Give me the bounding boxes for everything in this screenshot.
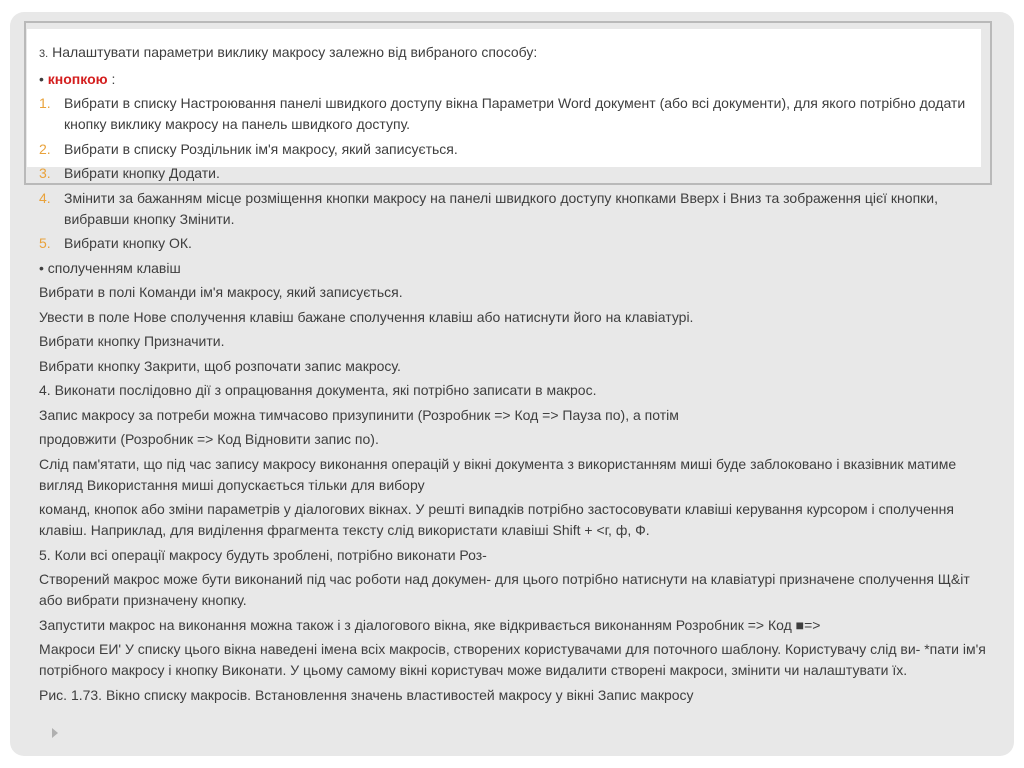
- bullet-button-method: [39, 69, 989, 90]
- paragraph: команд, кнопок або зміни параметрів у діалогових вікнах. У решті випадків потрібно застосовувати клавіші керування курсором і сполучення клавіш. Наприклад, для виділення фрагмента тексту слід використати клавіші Shift + <г, ф, Ф.: [39, 501, 954, 538]
- list-number: 3.: [39, 165, 51, 181]
- paragraph: 5. Коли всі операції макросу будуть зроблені, потрібно виконати Роз-: [39, 546, 487, 563]
- list-item: [39, 93, 989, 135]
- bullet-suffix: :: [107, 70, 116, 87]
- list-item: [39, 188, 989, 230]
- button-method-label: кнопкою: [47, 70, 108, 87]
- paragraph: Вибрати кнопку Закрити, щоб розпочати запис макросу.: [39, 357, 401, 374]
- list-item: [39, 233, 989, 254]
- list-number: 2.: [39, 140, 51, 157]
- paragraph: Слід пам'ятати, що під час запису макросу виконання операцій у вікні документа з використанням миші буде заблоковано і вказівник матиме вигляд Використання миші допускається тільки для вибору: [39, 455, 957, 493]
- paragraph: Вибрати кнопку Призначити.: [39, 333, 225, 349]
- paragraph: • сполученням клавіш: [39, 259, 181, 276]
- list-item-text: Вибрати кнопку Додати.: [64, 165, 220, 181]
- list-item-text: Вибрати в списку Настроювання панелі швидкого доступу вікна Параметри Word документ (або всі документи), для якого потрібно додати кнопку виклику макросу на панель швидкого доступу.: [64, 95, 966, 132]
- figure-caption: Рис. 1.73. Вікно списку макросів. Встановлення значень властивостей макросу у вікні Запис макросу: [39, 686, 694, 703]
- section-heading: [39, 42, 989, 65]
- paragraph: 4. Виконати послідовно дії з опрацювання документа, які потрібно записати в макрос.: [39, 382, 597, 398]
- list-number: 4.: [39, 189, 51, 206]
- section-number: 3.: [39, 48, 49, 60]
- list-item: [39, 139, 989, 160]
- paragraph: Запис макросу за потреби можна тимчасово призупинити (Розробник => Код => Пауза по), а потім: [39, 406, 679, 423]
- list-item-text: Вибрати в списку Роздільник ім'я макросу, який записується.: [64, 140, 458, 157]
- bullet-marker: •: [39, 70, 48, 87]
- paragraph: Макроси ЕИ' У списку цього вікна наведені імена всіх макросів, створених користувачами для поточного шаблону. Користувачу слід ви- *пати ім'я потрібного макросу і кнопку Виконати. У цьому самому вікні користувач може видалити створені макроси, змінити чи налаштувати їх.: [39, 641, 986, 678]
- paragraph: Вибрати в полі Команди ім'я макросу, який записується.: [39, 284, 403, 300]
- list-item: [39, 163, 989, 184]
- list-item-text: Змінити за бажанням місце розміщення кнопки макросу на панелі швидкого доступу кнопками Вверх і Вниз та зображення цієї кнопки, вибравши кнопку Змінити.: [64, 189, 938, 227]
- paragraph: Створений макрос може бути виконаний під час роботи над докумен- для цього потрібно натиснути на клавіатурі призначене сполучення Щ&іт або вибрати призначену кнопку.: [39, 571, 970, 608]
- list-item-text: Вибрати кнопку ОК.: [64, 235, 192, 251]
- section-heading-text: Налаштувати параметри виклику макросу залежно від вибраного способу:: [48, 44, 538, 60]
- slide-content: [39, 42, 989, 709]
- paragraph: продовжити (Розробник => Код Відновити запис по).: [39, 431, 379, 447]
- paragraph: Запустити макрос на виконання можна також і з діалогового вікна, яке відкривається виконанням Розробник => Код ■=>: [39, 616, 821, 633]
- paragraph: Увести в поле Нове сполучення клавіш бажане сполучення клавіш або натиснути його на клавіатурі.: [39, 308, 694, 325]
- list-number: 1.: [39, 95, 51, 111]
- list-number: 5.: [39, 235, 51, 251]
- play-triangle-icon[interactable]: [52, 728, 58, 738]
